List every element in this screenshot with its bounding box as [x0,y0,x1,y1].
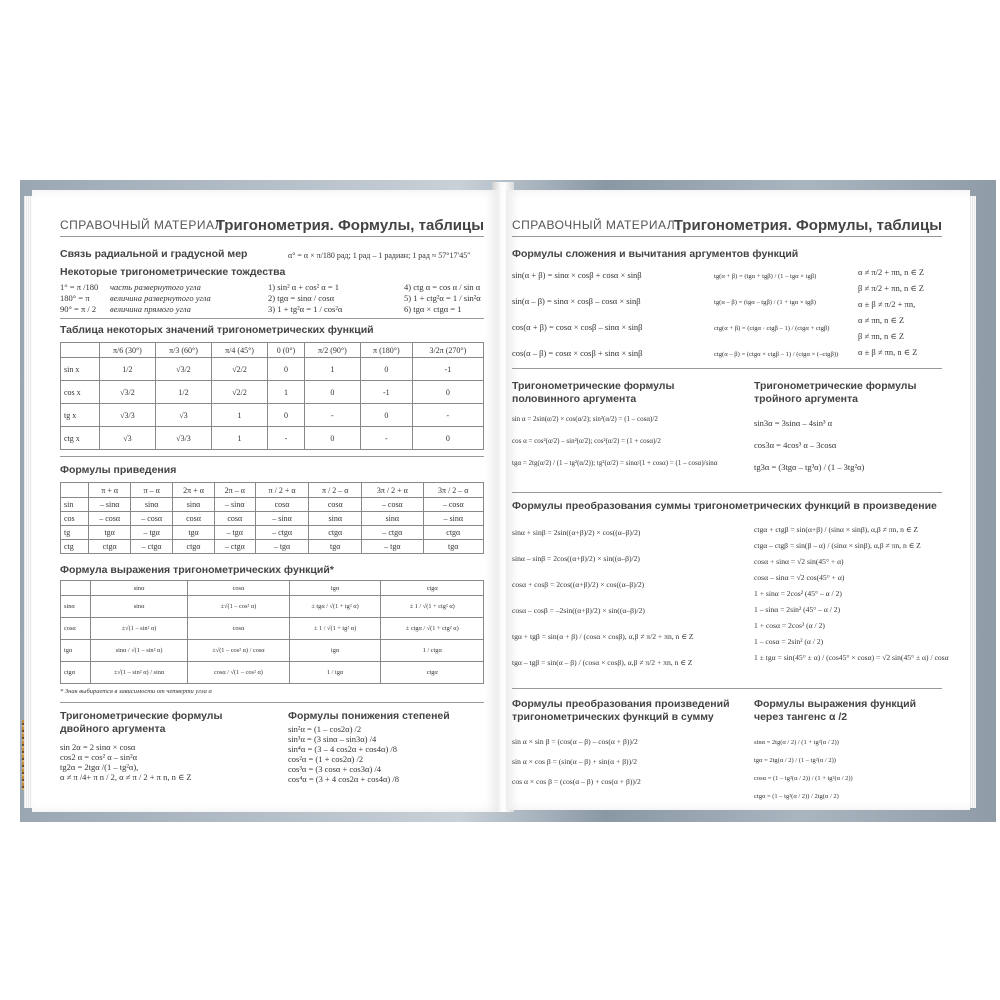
reduct-table [60,482,484,554]
identity-note: величина прямого угла [110,304,191,314]
table-header-row [61,343,484,358]
table-cell: 0 [360,404,412,427]
table-cell: 1/2 [99,358,155,381]
table-header-cell: 3/2π (270°) [412,343,483,358]
rad-formula: α° = α × π/180 рад; 1 рад – 1 радиан; 1 рад ≈ 57°17′45″ [288,251,471,260]
table-header-row [61,483,484,498]
ident-col4 [404,282,481,315]
tan-title-2: через тангенс α /2 [754,711,848,723]
table-cell: 0 [268,404,305,427]
table-cell: 1 [212,404,268,427]
table-cell: – cosα [131,512,173,526]
condition-line: β ≠ π/2 + πn, n ∈ Z [858,283,924,293]
ident-col3 [268,282,342,315]
product-to-sum-formulas [512,732,641,792]
values-title: Таблица некоторых значений тригонометрических функций [60,324,374,336]
table-row [61,596,484,618]
half-tangent-formulas [754,734,853,806]
table-cell: – sinα [214,498,255,512]
formula-line: sin α = 2sin(α/2) × cos(α/2); sin²(α/2) = (1 – cosα)/2 [512,415,658,423]
formula-line: tg2α = 2tgα /(1 – tg²α), [60,762,139,772]
table-header-cell: π/4 (45°) [212,343,268,358]
formula-line: sinα + sinβ = 2sin((α+β)/2) × cos((α–β)/2) [512,528,641,537]
table-cell: - [268,427,305,450]
table-cell: – sinα [423,512,483,526]
table-cell: cosα [255,498,309,512]
table-header-row [61,581,484,596]
table-row [61,640,484,662]
condition-line: β ≠ πn, n ∈ Z [858,331,905,341]
table-header-cell: 3π / 2 – α [423,483,483,498]
table-cell: ctgα [309,526,362,540]
table-header-cell: π/2 (90°) [304,343,360,358]
formula-line: cos(α + β) = cosα × cosβ – sinα × sinβ [512,322,643,332]
formula-line: sin(α – β) = sinα × cosβ – cosα × sinβ [512,296,641,306]
condition-line: α ± β ≠ π/2 + πn, [858,299,916,309]
formula-line: 1 – cosα = 2sin² (α / 2) [754,637,824,646]
condition-line: α ≠ π/2 + πn, n ∈ Z [858,267,925,277]
table-header-cell: 2π – α [214,483,255,498]
table-cell: 0 [268,358,305,381]
identity-note: часть развернутого угла [110,282,201,292]
table-cell: ± ctgα / √(1 + ctg² α) [381,618,484,640]
table-cell: cos [61,512,89,526]
table-header-cell: π – α [131,483,173,498]
table-cell: – ctgα [362,526,423,540]
express-table [60,580,484,684]
table-cell: 1 / tgα [289,662,381,684]
header-small: СПРАВОЧНЫЙ МАТЕРИАЛ [512,218,676,232]
table-row [61,427,484,450]
table-row [61,618,484,640]
table-cell: tgα [61,640,91,662]
tan-title-1: Формулы выражения функций [754,698,917,710]
formula-line: sin3α = 3sinα – 4sin³ α [754,418,833,428]
table-cell: 0 [304,381,360,404]
table-cell: – tgα [362,540,423,554]
table-cell: 0 [412,427,483,450]
formula-line: tgα – tgβ = sin(α – β) / (cosα × cosβ), α,β ≠ π/2 + πn, n ∈ Z [512,658,693,667]
left-page-edge [24,196,32,808]
sum-to-product-formulas-2 [754,522,949,666]
power-formulas [288,724,399,784]
table-header-cell: 2π + α [173,483,215,498]
formula-line: ctg(α – β) = (ctgα × ctgβ – 1) / (ctgα × (–ctgβ)) [714,351,839,358]
identity-formula: 2) tgα = sinα / cosα [268,293,335,303]
formula-line: cos(α – β) = cosα × cosβ + sinα × sinβ [512,348,643,358]
table-header-cell [61,343,100,358]
table-cell: sinα [362,512,423,526]
table-cell: tg [61,526,89,540]
triple-title-2: тройного аргумента [754,393,859,405]
formula-line: ctg(α + β) = (ctgα · ctgβ – 1) / (ctgα + ctgβ) [714,325,830,332]
table-header-cell [61,581,91,596]
sum-formulas-sin-cos [512,262,643,366]
formula-line: 1 – sinα = 2sin² (45° – α / 2) [754,605,841,614]
left-page [32,190,498,812]
sum-conditions [858,264,924,360]
half-title-1: Тригонометрические формулы [512,380,675,392]
table-row [61,512,484,526]
page-header [512,214,942,237]
formula-line: cos3α = 4cos³ α – 3cosα [754,440,837,450]
table-cell: tgα [173,526,215,540]
table-cell: - [360,427,412,450]
table-cell: – ctgα [214,540,255,554]
divider [60,456,484,457]
sum-formulas-tg-ctg [714,264,838,368]
header-title: Тригонометрия. Формулы, таблицы [673,217,942,234]
condition-line: α ≠ πn, n ∈ Z [858,315,905,325]
formula-line: 1 + cosα = 2cos² (α / 2) [754,621,825,630]
identity-item: 1° = π /180 [60,282,99,292]
double-formulas [60,742,192,782]
table-cell: ± 1 / √(1 + ctg² α) [381,596,484,618]
table-cell: sinα [90,596,187,618]
table-cell: ctgα [89,540,131,554]
formula-line: sin 2α = 2 sinα × cosα [60,742,136,752]
formula-line: tg(α + β) = (tgα + tgβ) / (1 – tgα × tgβ) [714,273,817,280]
table-cell: cosα [188,618,289,640]
formula-line: tgα = 2tg(α / 2) / (1 – tg²(α / 2)) [754,757,836,764]
table-cell: tgα [423,540,483,554]
formula-line: sin²α = (1 – cos2α) /2 [288,724,362,734]
triple-title-1: Тригонометрические формулы [754,380,917,392]
rad-title: Связь радиальной и градусной мер [60,248,248,260]
table-cell: sinα / √(1 – sin² α) [90,640,187,662]
table-cell: tg x [61,404,100,427]
formula-line: sin α × sin β = (cos(α – β) – cos(α + β))/2 [512,737,638,746]
ident-col1 [60,282,98,315]
triple-formulas [754,412,864,478]
table-header-cell: π / 2 + α [255,483,309,498]
table-cell: √3/3 [99,404,155,427]
table-row [61,404,484,427]
divider [512,688,942,689]
formula-line: tgα + tgβ = sin(α + β) / (cosα × cosβ), α,β ≠ π/2 + πn, n ∈ Z [512,632,694,641]
table-header-cell: π / 2 – α [309,483,362,498]
footnote: * Знак выбирается в зависимости от четверти угла α [60,688,212,695]
table-cell: cosα [173,512,215,526]
right-page [506,190,970,810]
formula-line: sinα = 2tg(α / 2) / (1 + tg²(α / 2)) [754,739,839,746]
table-cell: 1 [304,358,360,381]
table-cell: tgα [289,640,381,662]
table-row [61,526,484,540]
table-cell: sin x [61,358,100,381]
identity-formula: 3) 1 + tg²α = 1 / cos²α [268,304,343,314]
formula-line: sin α × cos β = (sin(α – β) + sin(α + β))/2 [512,757,638,766]
divider [512,492,942,493]
page-header [60,214,484,237]
table-cell: cos x [61,381,100,404]
table-header-cell: π/6 (30°) [99,343,155,358]
ident-title: Некоторые тригонометрические тождества [60,266,286,278]
table-cell: -1 [412,358,483,381]
table-cell: sin [61,498,89,512]
table-cell: ±√(1 – sin² α) [90,618,187,640]
table-cell: – ctgα [255,526,309,540]
formula-line: cos α = cos²(α/2) – sin²(α/2); cos²(α/2) = (1 + cosα)/2 [512,437,661,445]
table-cell: √3/2 [99,381,155,404]
mult-title-2: тригонометрических функций в сумму [512,711,714,723]
table-cell: – ctgα [131,540,173,554]
table-cell: √2/2 [212,358,268,381]
table-cell: tgα [89,526,131,540]
table-cell: 1 / ctgα [381,640,484,662]
identity-formula: 4) ctg α = cos α / sin α [404,282,481,292]
table-header-cell: cosα [188,581,289,596]
table-cell: sinα [173,498,215,512]
table-cell: cosα / √(1 – cos² α) [188,662,289,684]
formula-line: cos⁴α = (3 + 4 cos2α + cos4α) /8 [288,774,399,784]
table-cell: 1/2 [155,381,211,404]
table-cell: ctgα [381,662,484,684]
double-title-1: Тригонометрические формулы [60,710,223,722]
formula-line: cosα + cosβ = 2cos((α+β)/2) × cos((α–β)/2) [512,580,645,589]
table-cell: sinα [131,498,173,512]
table-header-cell: π (180°) [360,343,412,358]
table-cell: ctgα [173,540,215,554]
formula-line: cos³α = (3 cosα + cos3α) /4 [288,764,382,774]
formula-line: sin³α = (3 sinα – sin3α) /4 [288,734,377,744]
table-cell: 1 [212,427,268,450]
formula-line: cos α × cos β = (cos(α – β) + cos(α + β))/2 [512,777,641,786]
table-cell: cosα [214,512,255,526]
identity-note: величина развернутого угла [110,293,211,303]
table-cell: – cosα [423,498,483,512]
reduct-title: Формулы приведения [60,464,177,476]
table-cell: – sinα [255,512,309,526]
table-cell: ± tgα / √(1 + tg² α) [289,596,381,618]
divider [60,318,484,319]
express-title: Формула выражения тригонометрических функций* [60,564,334,576]
values-table [60,342,484,450]
table-cell: √2/2 [212,381,268,404]
formula-line: sin(α + β) = sinα × cosβ + cosα × sinβ [512,270,642,280]
formula-line: ctgα = (1 – tg²(α / 2)) / 2tg(α / 2) [754,793,839,800]
table-row [61,540,484,554]
sum-to-product-formulas [512,520,693,676]
table-header-cell: sinα [90,581,187,596]
table-cell: - [412,404,483,427]
table-cell: cosα [61,618,91,640]
formula-line: 1 + sinα = 2cos² (45° – α / 2) [754,589,842,598]
table-cell: – tgα [131,526,173,540]
formula-line: sin⁴α = (3 – 4 cos2α + cos4α) /8 [288,744,398,754]
formula-line: α ≠ π /4+ π n / 2, α ≠ π / 2 + π n, n ∈ Z [60,772,192,782]
table-row [61,358,484,381]
identity-formula: 1) sin² α + cos² α = 1 [268,282,340,292]
table-cell: ±√(1 – cos² α) / cosα [188,640,289,662]
formula-line: cosα – cosβ = –2sin((α+β)/2) × sin((α–β)/2) [512,606,645,615]
table-header-cell: ctgα [381,581,484,596]
table-cell: 0 [360,358,412,381]
formula-line: cosα = (1 – tg²(α / 2)) / (1 + tg²(α / 2)) [754,775,853,782]
identity-item: 180° = π [60,293,90,303]
table-cell: ctgα [423,526,483,540]
formula-line: tgα = 2tg(α/2) / (1 – tg²(α/2)); tg²(α/2) = sinα/(1 + cosα) = (1 – cosα)/sinα [512,459,718,467]
sum-title: Формулы сложения и вычитания аргументов функций [512,248,799,260]
header-title: Тригонометрия. Формулы, таблицы [215,217,484,234]
half-formulas [512,408,717,474]
table-header-cell: 0 (0°) [268,343,305,358]
half-title-2: половинного аргумента [512,393,637,405]
divider [512,368,942,369]
identity-formula: 5) 1 + ctg²α = 1 / sin²α [404,293,481,303]
header-small: СПРАВОЧНЫЙ МАТЕРИАЛ [60,218,224,232]
table-cell: ctg x [61,427,100,450]
ident-col2 [110,282,211,315]
double-title-2: двойного аргумента [60,723,166,735]
table-cell: ctg [61,540,89,554]
table-cell: – sinα [89,498,131,512]
table-cell: ctgα [61,662,91,684]
table-row [61,498,484,512]
formula-line: ctgα + ctgβ = sin(α+β) / (sinα × sinβ), α,β ≠ πn, n ∈ Z [754,525,918,534]
table-row [61,381,484,404]
table-cell: – tgα [255,540,309,554]
mult-title-1: Формулы преобразования произведений [512,698,730,710]
divider [60,702,484,703]
table-cell: √3 [155,404,211,427]
formula-line: 1 ± tgα = sin(45° ± α) / (cos45° × cosα) = √2 sin(45° ± α) / cosα [754,653,949,662]
table-cell: ±√(1 – cos² α) [188,596,289,618]
table-cell: √3/2 [155,358,211,381]
prod-title: Формулы преобразования суммы тригонометрических функций в произведение [512,500,937,512]
table-cell: cosα [309,498,362,512]
table-cell: ± 1 / √(1 + tg² α) [289,618,381,640]
table-cell: √3 [99,427,155,450]
table-cell: – tgα [214,526,255,540]
identity-item: 90° = π / 2 [60,304,97,314]
formula-line: sinα – sinβ = 2cos((α+β)/2) × sin((α–β)/2) [512,554,640,563]
table-cell: sinα [61,596,91,618]
formula-line: cosα + sinα = √2 sin(45° + α) [754,557,844,566]
formula-line: tg(α – β) = (tgα – tgβ) / (1 + tgα × tgβ) [714,299,816,306]
table-cell: 0 [304,427,360,450]
table-cell: – cosα [89,512,131,526]
table-cell: - [304,404,360,427]
formula-line: cos²α = (1 + cos2α) /2 [288,754,364,764]
table-cell: √3/3 [155,427,211,450]
identity-formula: 6) tgα × ctgα = 1 [404,304,462,314]
table-cell: ±√(1 – sin² α) / sinα [90,662,187,684]
table-header-cell: 3π / 2 + α [362,483,423,498]
formula-line: cosα – sinα = √2 cos(45° + α) [754,573,845,582]
table-cell: sinα [309,512,362,526]
table-header-cell: tgα [289,581,381,596]
power-title: Формулы понижения степеней [288,710,450,722]
table-header-cell: π + α [89,483,131,498]
table-cell: 0 [412,381,483,404]
formula-line: ctgα – ctgβ = sin(β – α) / (sinα × sinβ), α,β ≠ πn, n ∈ Z [754,541,921,550]
table-cell: tgα [309,540,362,554]
table-cell: – cosα [362,498,423,512]
table-header-cell [61,483,89,498]
condition-line: α ± β ≠ πn, n ∈ Z [858,347,918,357]
table-header-cell: π/3 (60°) [155,343,211,358]
table-cell: 1 [268,381,305,404]
formula-line: tg3α = (3tgα – tg³α) / (1 – 3tg²α) [754,462,865,472]
table-cell: -1 [360,381,412,404]
formula-line: cos2 α = cos² α – sin²α [60,752,138,762]
table-row [61,662,484,684]
